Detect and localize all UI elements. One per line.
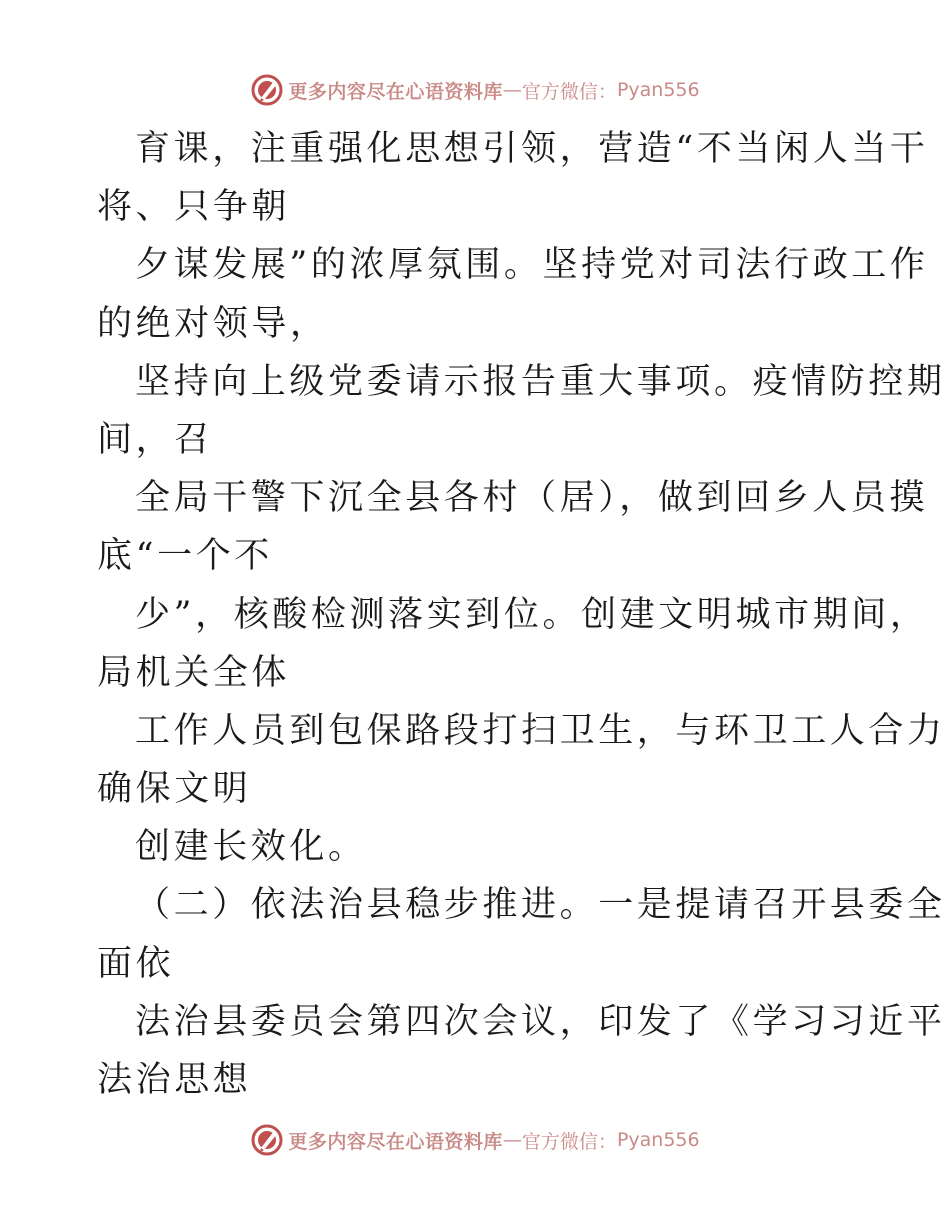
text-line: 工作人员到包保路段打扫卫生，与环卫工人合力 [135,710,946,751]
text-line: 局机关全体 [97,652,291,693]
watermark-contact-id: Pyan556 [616,79,700,101]
text-line: 法治思想 [97,1060,252,1100]
text-line: 坚持向上级党委请示报告重大事项。疫情防控期 [135,361,946,402]
watermark-separator: — [502,79,522,101]
text-line: 的绝对领导， [97,303,329,344]
text-line: 法治县委员会第四次会议，印发了《学习习近平 [135,1001,946,1042]
pen-logo-icon [250,73,284,107]
text-line: 育课，注重强化思想引领，营造“不当闲人当干 [135,129,929,169]
footer-watermark [0,1120,950,1160]
header-watermark [0,70,950,110]
text-line: 少”，核酸检测落实到位。创建文明城市期间， [135,594,929,635]
text-line: 底“一个不 [97,536,273,577]
text-line: 夕谋发展”的浓厚氛围。坚持党对司法行政工作 [135,245,929,286]
text-line: 确保文明 [97,769,252,810]
document-body [97,120,946,1109]
watermark-text: 更多内容尽在心语资料库 [288,1130,503,1153]
watermark-separator: — [502,1129,522,1151]
text-line: 将、只争朝 [97,187,291,228]
pen-logo-icon [250,1123,284,1157]
text-line: 创建长效化。 [135,827,367,868]
watermark-text: 更多内容尽在心语资料库 [288,80,503,103]
watermark-contact-id: Pyan556 [616,1129,700,1151]
watermark-contact-label: 官方微信： [521,1130,617,1153]
text-line: 面依 [97,943,175,984]
watermark-contact-label: 官方微信： [521,80,617,103]
text-line: （二）依法治县稳步推进。一是提请召开县委全 [135,885,946,926]
text-line: 间，召 [97,419,213,460]
text-line: 全局干警下沉全县各村（居），做到回乡人员摸 [135,478,929,519]
